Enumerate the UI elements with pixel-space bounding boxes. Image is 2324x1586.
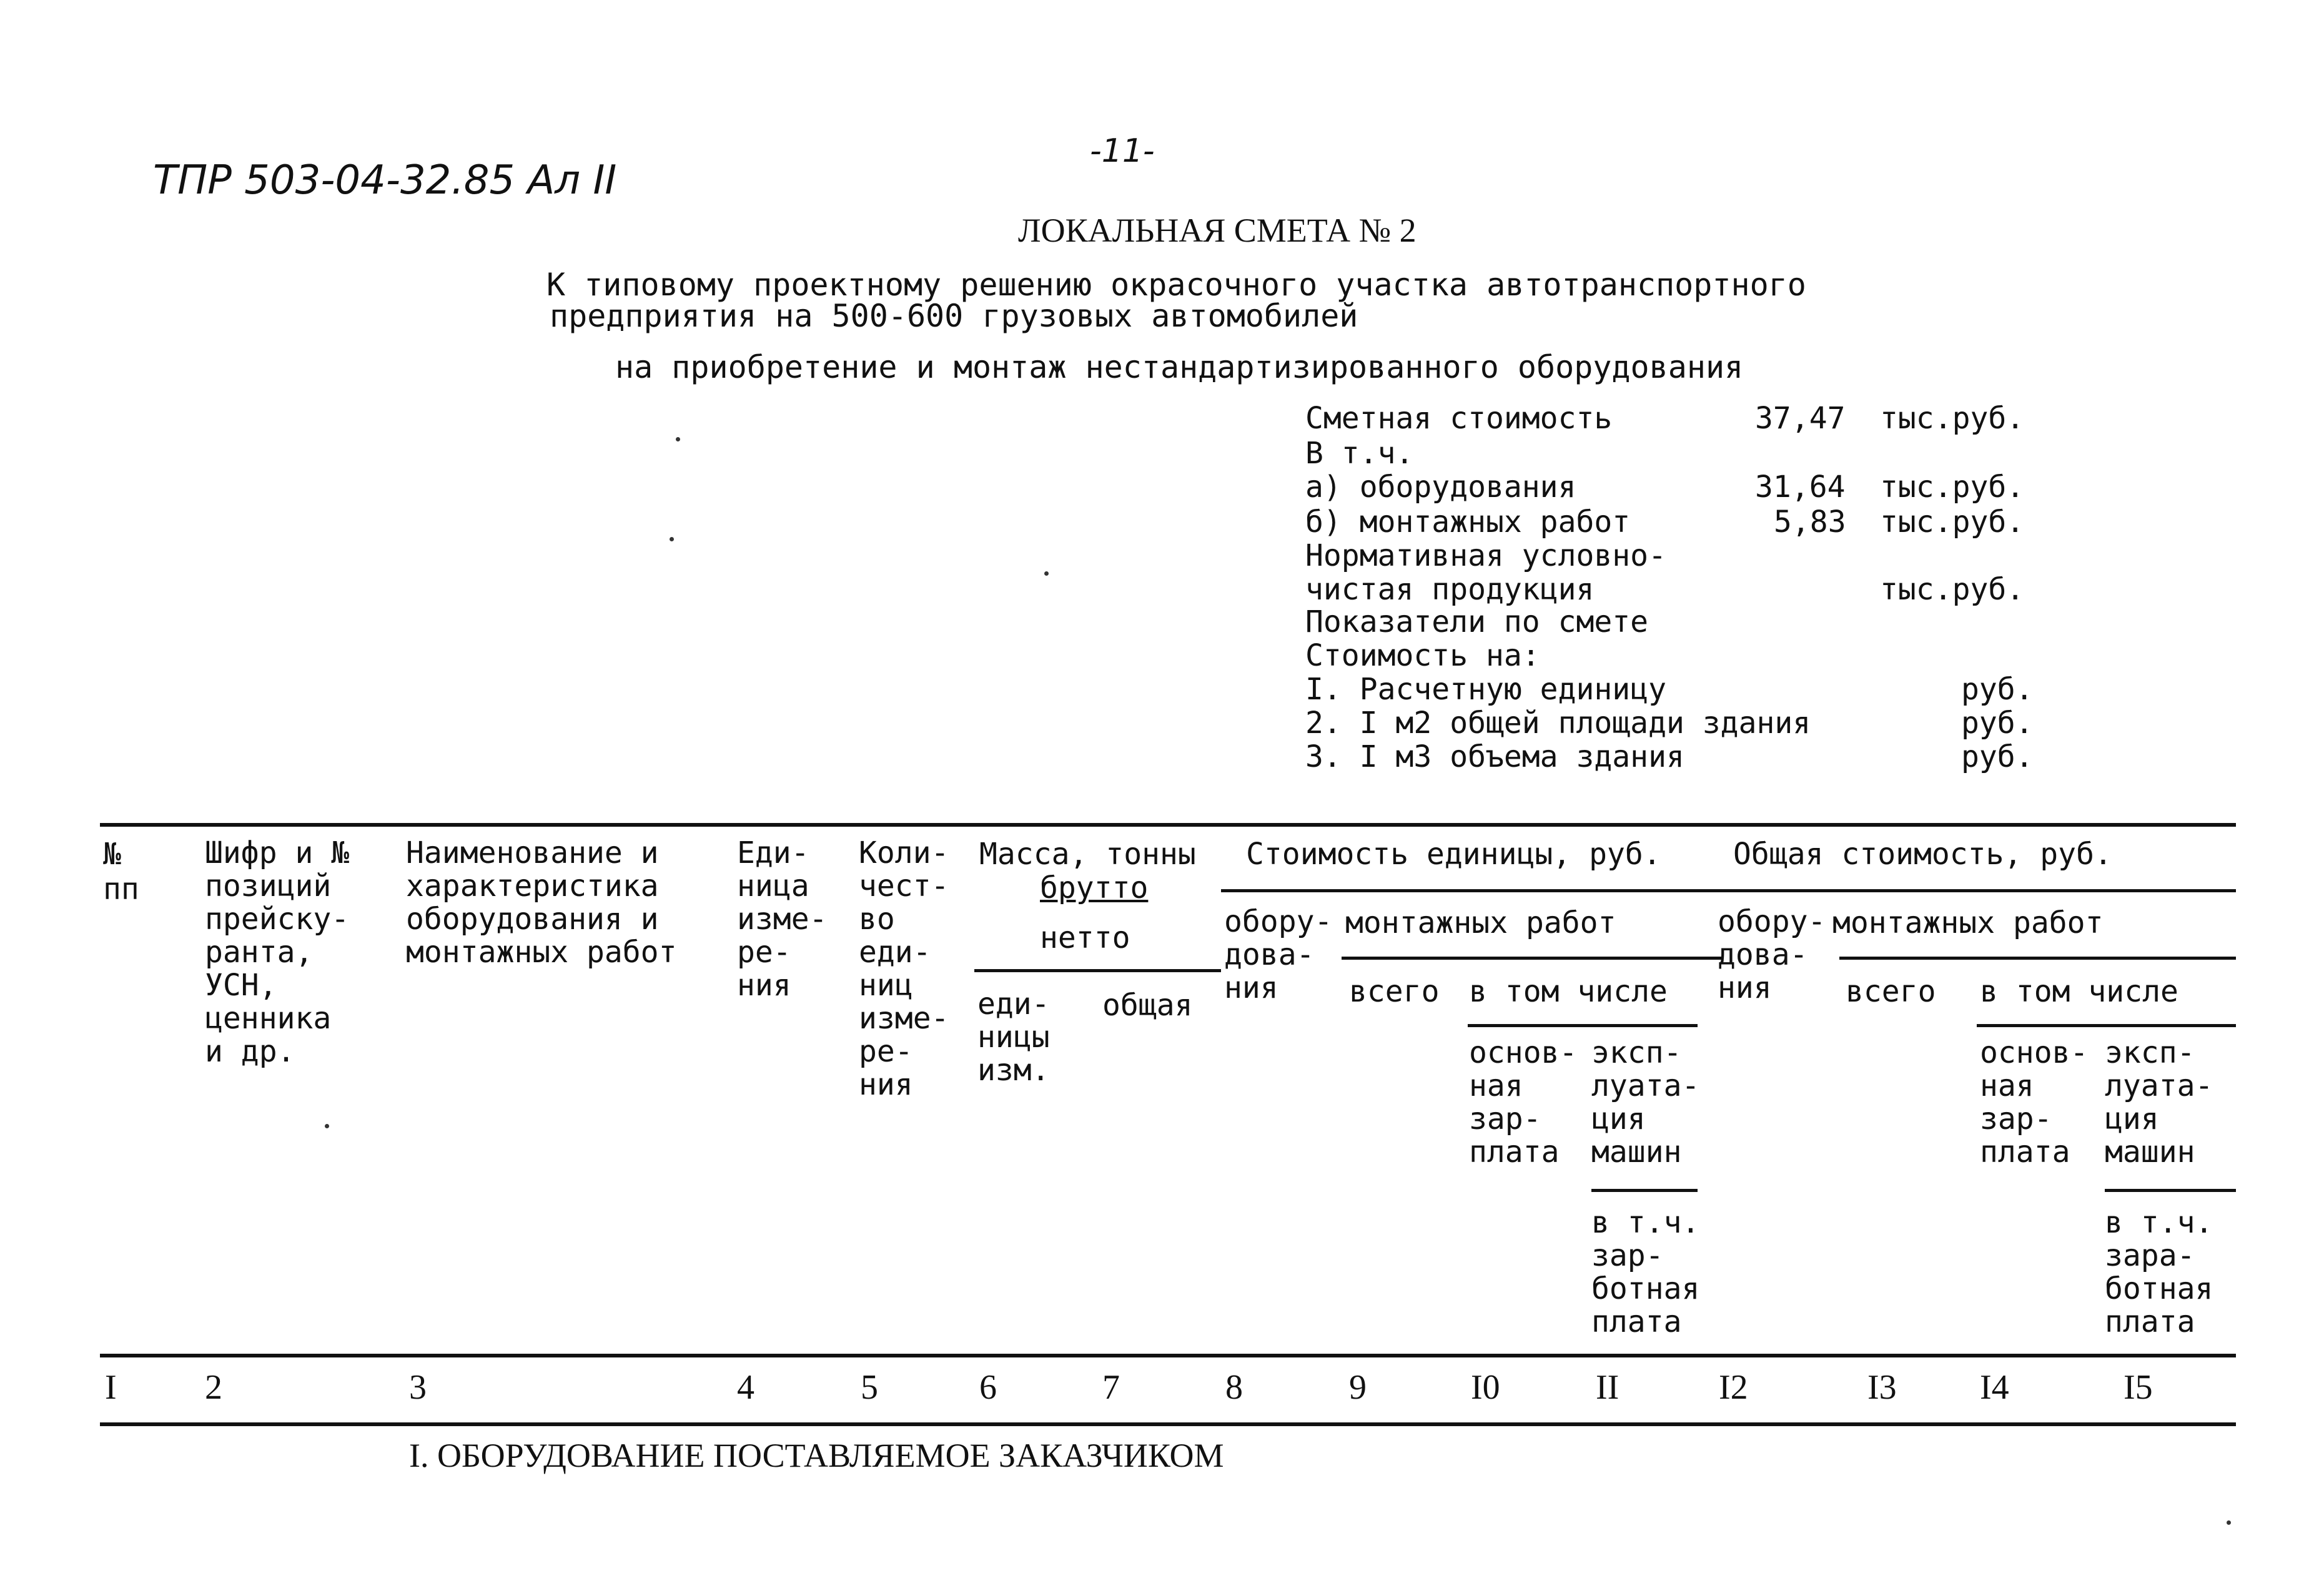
equipment-label: а) оборудования — [1305, 470, 1576, 505]
scan-speck — [325, 1124, 329, 1128]
including-label: В т.ч. — [1305, 436, 1414, 471]
column-number: I — [105, 1368, 117, 1407]
indicator-1-label: I. Расчетную единицу — [1305, 672, 1666, 707]
scan-speck — [1044, 571, 1049, 576]
header-total-cost: Общая стоимость, руб. — [1733, 837, 2112, 872]
indicator-1-unit: руб. — [1961, 672, 2034, 707]
cost-group-rule — [1221, 889, 2236, 892]
unit-including-rule — [1468, 1024, 1698, 1027]
column-number: 8 — [1225, 1368, 1243, 1407]
page-number: -11- — [1090, 132, 1155, 170]
installation-unit: тыс.руб. — [1880, 505, 2025, 539]
header-unit-cost: Стоимость единицы, руб. — [1246, 837, 1661, 872]
subtitle-line-3: на приобретение и монтаж нестандартизированного оборудования — [615, 349, 1744, 385]
scan-speck — [676, 437, 680, 441]
subtitle-line-2: предприятия на 500-600 грузовых автомобилей — [550, 298, 1358, 334]
normative-unit: тыс.руб. — [1880, 572, 2025, 607]
header-total-base-salary: основ- ная зар- плата — [1980, 1035, 2089, 1170]
subtitle-line-1: К типовому проектному решению окрасочного участка автотранспортного — [546, 267, 1806, 303]
header-unit: Еди- ница изме- ре- ния — [737, 835, 828, 1003]
column-number: 4 — [737, 1368, 754, 1407]
header-mass-total: общая — [1102, 988, 1193, 1023]
header-brutto: брутто — [1040, 870, 1149, 905]
document-code: ТПР 503-04-32.85 Ал II — [153, 157, 617, 204]
installation-label: б) монтажных работ — [1305, 505, 1631, 539]
header-quantity: Коли- чест- во еди- ниц изме- ре- ния — [859, 835, 949, 1102]
column-number: 2 — [205, 1368, 222, 1407]
scan-speck — [670, 537, 674, 541]
header-netto: нетто — [1040, 920, 1130, 955]
indicator-3-unit: руб. — [1961, 739, 2034, 774]
header-unit-installation-all: всего — [1349, 974, 1440, 1009]
estimated-cost-label: Сметная стоимость — [1305, 401, 1613, 436]
column-number: I3 — [1867, 1368, 1897, 1407]
column-number: 7 — [1102, 1368, 1120, 1407]
header-unit-equipment: обору- дова- ния — [1224, 904, 1333, 1005]
cost-on-label: Стоимость на: — [1305, 638, 1540, 673]
column-number: I4 — [1980, 1368, 2009, 1407]
header-unit-incl-salary: в т.ч. зар- ботная плата — [1591, 1205, 1700, 1339]
header-unit-installation: монтажных работ — [1343, 905, 1618, 940]
indicators-label: Показатели по смете — [1305, 604, 1649, 639]
column-number: 5 — [861, 1368, 878, 1407]
column-number: 3 — [409, 1368, 427, 1407]
equipment-unit: тыс.руб. — [1880, 470, 2025, 505]
header-total-installation-all: всего — [1846, 974, 1936, 1009]
estimated-cost-unit: тыс.руб. — [1880, 401, 2025, 436]
normative-label-1: Нормативная условно- — [1305, 538, 1666, 573]
normative-label-2: чистая продукция — [1305, 572, 1595, 607]
indicator-2-unit: руб. — [1961, 706, 2034, 741]
column-number: I0 — [1471, 1368, 1500, 1407]
column-number: 6 — [979, 1368, 997, 1407]
header-unit-base-salary: основ- ная зар- плата — [1469, 1035, 1578, 1170]
mass-subrule — [974, 969, 1221, 972]
total-including-rule — [1977, 1024, 2236, 1027]
installation-value: 5,83 — [1774, 505, 1846, 539]
header-unit-machines: эксп- луата- ция машин — [1591, 1035, 1700, 1170]
column-number: I2 — [1719, 1368, 1748, 1407]
estimated-cost-value: 37,47 — [1755, 401, 1846, 436]
header-mass: Масса, тонны — [979, 837, 1196, 872]
unit-installation-rule — [1342, 957, 1723, 960]
column-numbers-bottom-rule — [100, 1422, 2236, 1426]
table-top-rule — [100, 823, 2236, 827]
scan-speck — [2227, 1520, 2231, 1525]
unit-machines-rule — [1591, 1189, 1698, 1192]
total-installation-rule — [1839, 957, 2236, 960]
header-total-installation: монтажных работ — [1830, 905, 2105, 940]
header-unit-including: в том числе — [1469, 974, 1668, 1009]
header-mass-per-unit: еди- ницы изм. — [977, 987, 1050, 1088]
total-machines-rule — [2105, 1189, 2236, 1192]
header-price-code: Шифр и № позиций прейску- ранта, УСН, ценника и др. — [205, 835, 350, 1069]
header-total-including: в том числе — [1980, 974, 2178, 1009]
column-numbers-top-rule — [100, 1354, 2236, 1357]
column-number: II — [1596, 1368, 1619, 1407]
header-total-equipment: обору- дова- ния — [1718, 904, 1826, 1005]
header-total-machines: эксп- луата- ция машин — [2105, 1035, 2213, 1170]
column-number: 9 — [1349, 1368, 1367, 1407]
indicator-2-label: 2. I м2 общей площади здания — [1305, 706, 1811, 741]
section-title: I. ОБОРУДОВАНИЕ ПОСТАВЛЯЕМОЕ ЗАКАЗЧИКОМ — [409, 1437, 1224, 1474]
equipment-value: 31,64 — [1755, 470, 1846, 505]
header-name: Наименование и характеристика оборудования и монтажных работ — [406, 835, 677, 970]
indicator-3-label: 3. I м3 объема здания — [1305, 739, 1684, 774]
header-total-incl-salary: в т.ч. зара- ботная плата — [2105, 1205, 2213, 1339]
document-title: ЛОКАЛЬНАЯ СМЕТА № 2 — [1018, 212, 1417, 249]
column-number: I5 — [2124, 1368, 2153, 1407]
header-row-number: № пп — [103, 837, 139, 907]
